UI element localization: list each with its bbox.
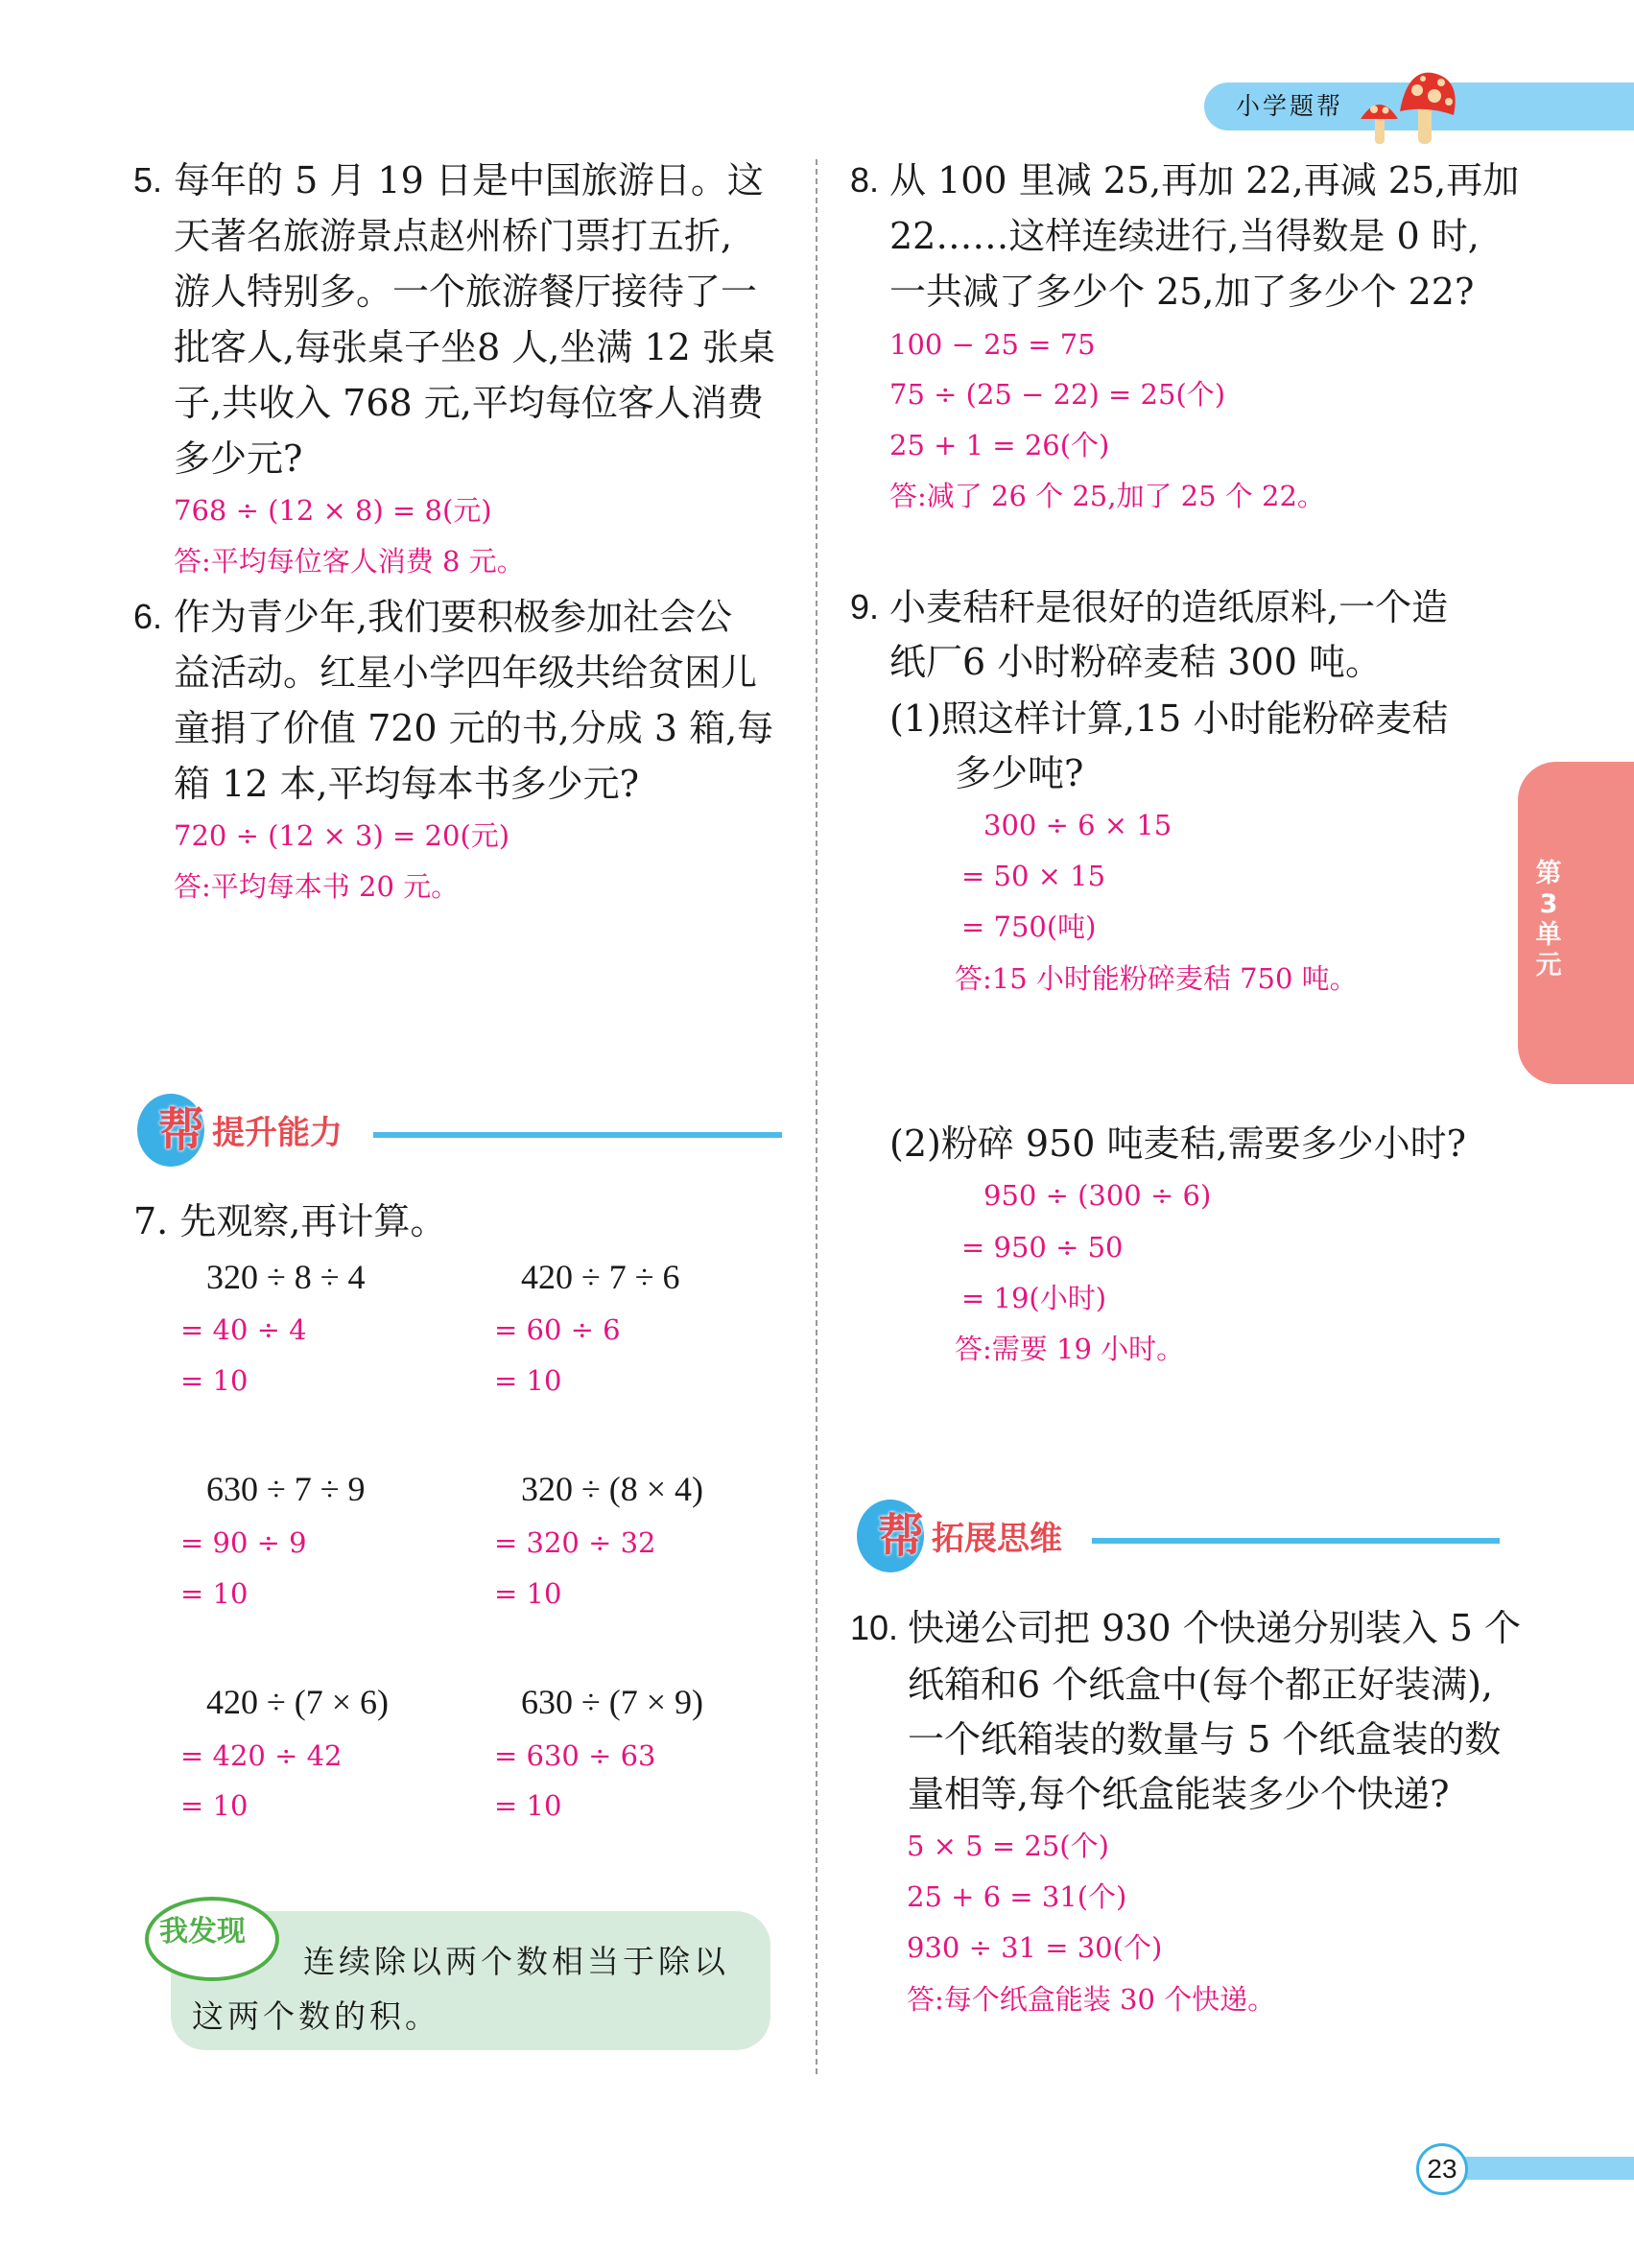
q7-step: = 320 ÷ 32 [494, 1526, 656, 1559]
page-number: 23 [1416, 2143, 1468, 2195]
q7-title: 7. 先观察,再计算。 [133, 1200, 447, 1242]
q5-line: 子,共收入 768 元,平均每位客人消费 [174, 382, 764, 424]
q7-step: = 60 ÷ 6 [494, 1313, 621, 1346]
q9-part2-answer: 950 ÷ (300 ÷ 6) [983, 1179, 1212, 1212]
section-title: 拓展思维 [932, 1520, 1062, 1558]
q6-answer: 720 ÷ (12 × 3) = 20(元) [174, 819, 510, 852]
q9-part1-answer: 答:15 小时能粉碎麦秸 750 吨。 [955, 962, 1358, 995]
q7-expression: 630 ÷ 7 ÷ 9 [206, 1470, 366, 1508]
q7-expression: 630 ÷ (7 × 9) [521, 1683, 704, 1721]
q7-step: = 40 ÷ 4 [180, 1313, 307, 1346]
q10-answer: 5 × 5 = 25(个) [907, 1830, 1109, 1862]
section-title: 提升能力 [212, 1114, 343, 1152]
q7-step: = 10 [494, 1364, 562, 1397]
q5-answer: 768 ÷ (12 × 8) = 8(元) [174, 494, 492, 527]
section-badge: 帮 [878, 1509, 925, 1563]
q10-answer: 930 ÷ 31 = 30(个) [907, 1931, 1163, 1964]
q9-part1-line: 多少吨? [955, 752, 1084, 794]
q9-part1-answer: = 750(吨) [961, 910, 1097, 943]
q9-line: 小麦秸秆是很好的造纸原料,一个造 [889, 586, 1449, 628]
q5-line: 每年的 5 月 19 日是中国旅游日。这 [174, 159, 764, 201]
q6-line: 作为青少年,我们要积极参加社会公 [174, 596, 733, 638]
q8-answer: 25 + 1 = 26(个) [889, 429, 1110, 461]
q5-line: 多少元? [174, 437, 303, 480]
section-badge: 帮 [158, 1103, 205, 1157]
finding-text: 这两个数的积。 [192, 1997, 440, 2035]
q6-number: 6. [133, 597, 163, 636]
q8-answer: 100 − 25 = 75 [889, 328, 1096, 361]
q7-step: = 90 ÷ 9 [180, 1526, 307, 1559]
page-number-bar [1460, 2157, 1634, 2180]
q7-step: = 420 ÷ 42 [180, 1739, 343, 1772]
q10-answer: 答:每个纸盒能装 30 个快递。 [907, 1983, 1276, 2016]
q6-line: 童捐了价值 720 元的书,分成 3 箱,每 [174, 707, 774, 749]
q10-line: 量相等,每个纸盒能装多少个快递? [908, 1773, 1450, 1815]
q9-part2-answer: = 19(小时) [961, 1282, 1107, 1314]
q7-expression: 320 ÷ (8 × 4) [521, 1470, 704, 1508]
q9-number: 9. [850, 587, 880, 626]
unit-tab-label: 第3单元 [1535, 859, 1562, 980]
brand-label: 小学题帮 [1236, 92, 1344, 120]
column-divider [816, 159, 817, 2074]
q9-part2-answer: 答:需要 19 小时。 [955, 1333, 1185, 1365]
q7-expression: 420 ÷ 7 ÷ 6 [521, 1258, 680, 1296]
section-rule [373, 1132, 782, 1138]
q10-answer: 25 + 6 = 31(个) [907, 1880, 1127, 1913]
q8-line: 从 100 里减 25,再加 22,再减 25,再加 [889, 159, 1520, 201]
q7-step: = 10 [494, 1789, 562, 1822]
q9-part1-answer: = 50 × 15 [961, 860, 1106, 892]
q9-part1-line: (1)照这样计算,15 小时能粉碎麦秸 [889, 697, 1449, 740]
section-rule [1092, 1538, 1500, 1544]
section-header-extend [857, 1500, 1500, 1576]
q8-answer: 75 ÷ (25 − 22) = 25(个) [889, 378, 1226, 411]
q9-part1-answer: 300 ÷ 6 × 15 [983, 809, 1172, 841]
q8-answer: 答:减了 26 个 25,加了 25 个 22。 [889, 480, 1325, 512]
q7-step: = 10 [180, 1364, 249, 1397]
mushroom-icon [1358, 58, 1468, 149]
q6-answer: 答:平均每本书 20 元。 [174, 870, 460, 903]
q9-line: 纸厂6 小时粉碎麦秸 300 吨。 [889, 641, 1382, 683]
q5-answer: 答:平均每位客人消费 8 元。 [174, 545, 525, 578]
q5-line: 批客人,每张桌子坐8 人,坐满 12 张桌 [174, 326, 775, 368]
q7-expression: 420 ÷ (7 × 6) [206, 1683, 390, 1721]
q5-number: 5. [133, 160, 163, 200]
section-header-improve [137, 1094, 782, 1170]
finding-badge: 我发现 [159, 1915, 246, 1949]
finding-text: 连续除以两个数相当于除以 [303, 1943, 729, 1980]
q8-number: 8. [850, 160, 880, 200]
q10-line: 一个纸箱装的数量与 5 个纸盒装的数 [908, 1718, 1502, 1760]
q6-line: 益活动。红星小学四年级共给贫困儿 [174, 651, 758, 694]
q10-line: 快递公司把 930 个快递分别装入 5 个 [908, 1607, 1522, 1649]
q6-line: 箱 12 本,平均每本书多少元? [174, 763, 639, 805]
q7-expression: 320 ÷ 8 ÷ 4 [206, 1258, 366, 1296]
q9-part2-line: (2)粉碎 950 吨麦秸,需要多少小时? [889, 1122, 1466, 1165]
q7-step: = 10 [494, 1577, 562, 1610]
q7-step: = 10 [180, 1577, 249, 1610]
q7-step: = 10 [180, 1789, 249, 1822]
q8-line: 22……这样连续进行,当得数是 0 时, [889, 215, 1480, 257]
q9-part2-answer: = 950 ÷ 50 [961, 1231, 1124, 1264]
q8-line: 一共减了多少个 25,加了多少个 22? [889, 271, 1475, 313]
q10-line: 纸箱和6 个纸盒中(每个都正好装满), [908, 1664, 1493, 1706]
q7-step: = 630 ÷ 63 [494, 1739, 656, 1772]
q5-line: 天著名旅游景点赵州桥门票打五折, [174, 215, 733, 257]
q5-line: 游人特别多。一个旅游餐厅接待了一 [174, 271, 758, 313]
q10-number: 10. [850, 1608, 899, 1647]
